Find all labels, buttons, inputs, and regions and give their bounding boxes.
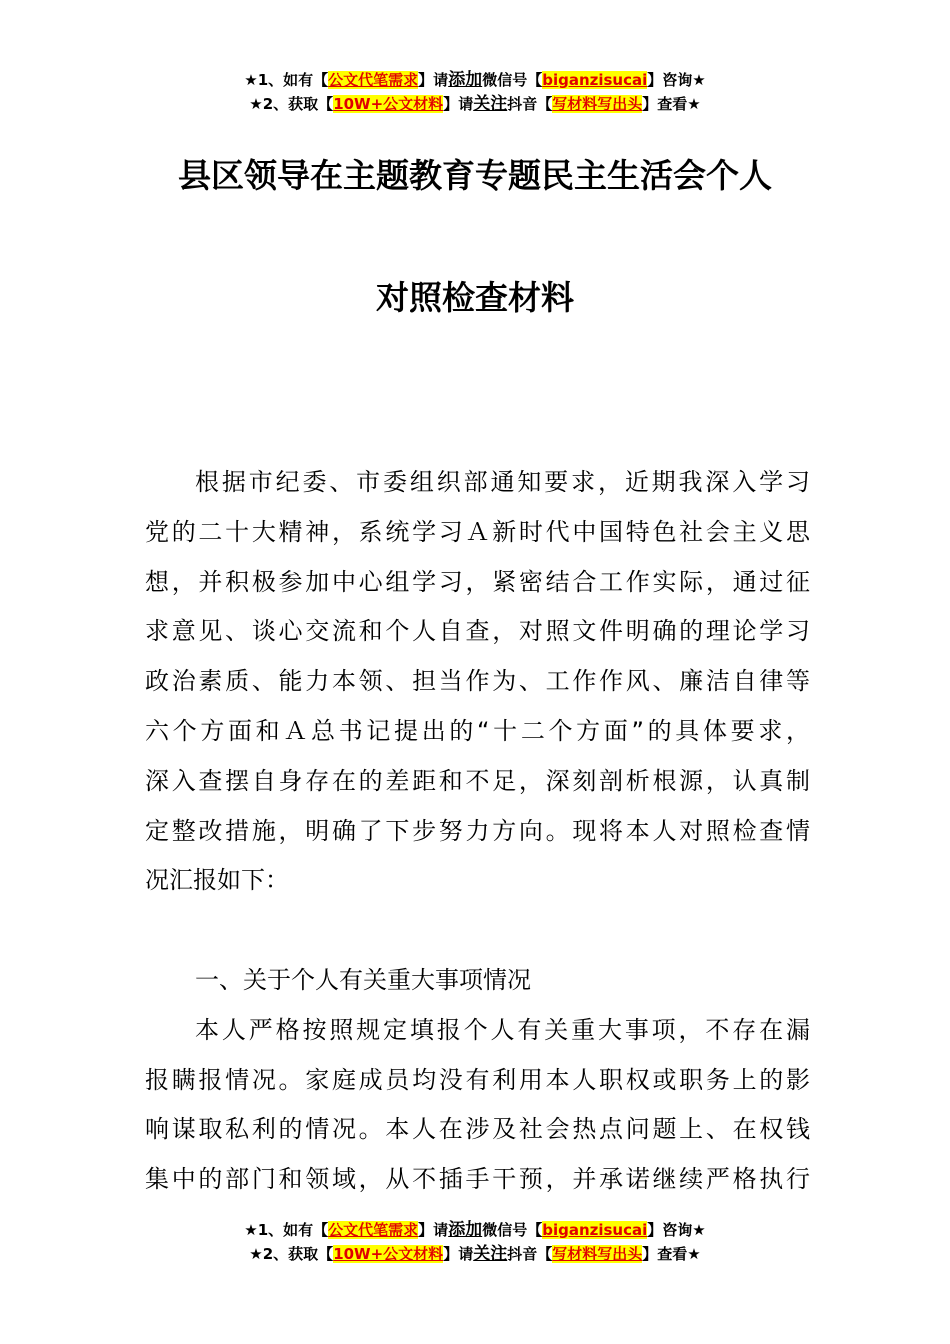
douyin-id: 写材料写出头	[552, 1245, 643, 1263]
text: 抖音【	[507, 1245, 553, 1263]
text: ★1、如有【	[244, 1221, 329, 1239]
text: 】请	[418, 71, 449, 89]
text: 】咨询★	[647, 71, 706, 89]
underlined-text: 添加	[448, 1220, 483, 1240]
text: ★1、如有【	[244, 71, 329, 89]
paragraph-line: 党的二十大精神，系统学习Ａ新时代中国特色社会主义思	[145, 517, 810, 546]
promo-line-1	[0, 68, 950, 92]
text: 】请	[443, 95, 474, 113]
douyin-id: 写材料写出头	[552, 95, 643, 113]
underlined-text: 关注	[473, 94, 508, 114]
highlight: 10W+公文材料	[333, 95, 444, 113]
promo-line-2	[0, 1242, 950, 1266]
section-heading: 一、关于个人有关重大事项情况	[195, 965, 531, 994]
paragraph-line: 集中的部门和领域，从不插手干预，并承诺继续严格执行	[145, 1165, 810, 1194]
text: 微信号【	[482, 71, 543, 89]
promo-banner-top	[0, 68, 950, 116]
paragraph-line: 况汇报如下：	[145, 866, 289, 895]
wechat-id: biganzisucai	[542, 71, 648, 89]
text: 】请	[443, 1245, 474, 1263]
doc-body	[145, 458, 810, 1205]
highlight: 10W+公文材料	[333, 1245, 444, 1263]
text: ★2、获取【	[249, 95, 334, 113]
paragraph-line: 想，并积极参加中心组学习，紧密结合工作实际，通过征	[145, 567, 810, 596]
paragraph-line: 政治素质、能力本领、担当作为、工作作风、廉洁自律等	[145, 667, 810, 696]
underlined-text: 关注	[473, 1244, 508, 1264]
text: 微信号【	[482, 1221, 543, 1239]
text: ★2、获取【	[249, 1245, 334, 1263]
doc-title-line-1: 县区领导在主题教育专题民主生活会个人	[178, 156, 772, 195]
promo-banner-bottom	[0, 1218, 950, 1266]
text: 抖音【	[507, 95, 553, 113]
text: 】请	[418, 1221, 449, 1239]
highlight: 公文代笔需求	[328, 71, 419, 89]
paragraph-line: 根据市纪委、市委组织部通知要求，近期我深入学习	[195, 468, 810, 496]
paragraph-line: 本人严格按照规定填报个人有关重大事项，不存在漏	[195, 1015, 810, 1044]
promo-line-2	[0, 92, 950, 116]
underlined-text: 添加	[448, 70, 483, 90]
text: 】查看★	[642, 95, 701, 113]
promo-line-1	[0, 1218, 950, 1242]
doc-title-line-2: 对照检查材料	[376, 278, 574, 317]
paragraph-line: 响谋取私利的情况。本人在涉及社会热点问题上、在权钱	[145, 1115, 810, 1144]
text: 】查看★	[642, 1245, 701, 1263]
text: 】咨询★	[647, 1221, 706, 1239]
wechat-id: biganzisucai	[542, 1221, 648, 1239]
paragraph-line: 报瞒报情况。家庭成员均没有利用本人职权或职务上的影	[145, 1065, 810, 1094]
paragraph-line: 求意见、谈心交流和个人自查，对照文件明确的理论学习	[145, 617, 810, 646]
paragraph-line: 定整改措施，明确了下步努力方向。现将本人对照检查情	[145, 816, 810, 845]
paragraph-line: 深入查摆自身存在的差距和不足，深刻剖析根源，认真制	[145, 766, 810, 795]
paragraph-line: 六个方面和Ａ总书记提出的“十二个方面”的具体要求，	[145, 716, 810, 745]
highlight: 公文代笔需求	[328, 1221, 419, 1239]
